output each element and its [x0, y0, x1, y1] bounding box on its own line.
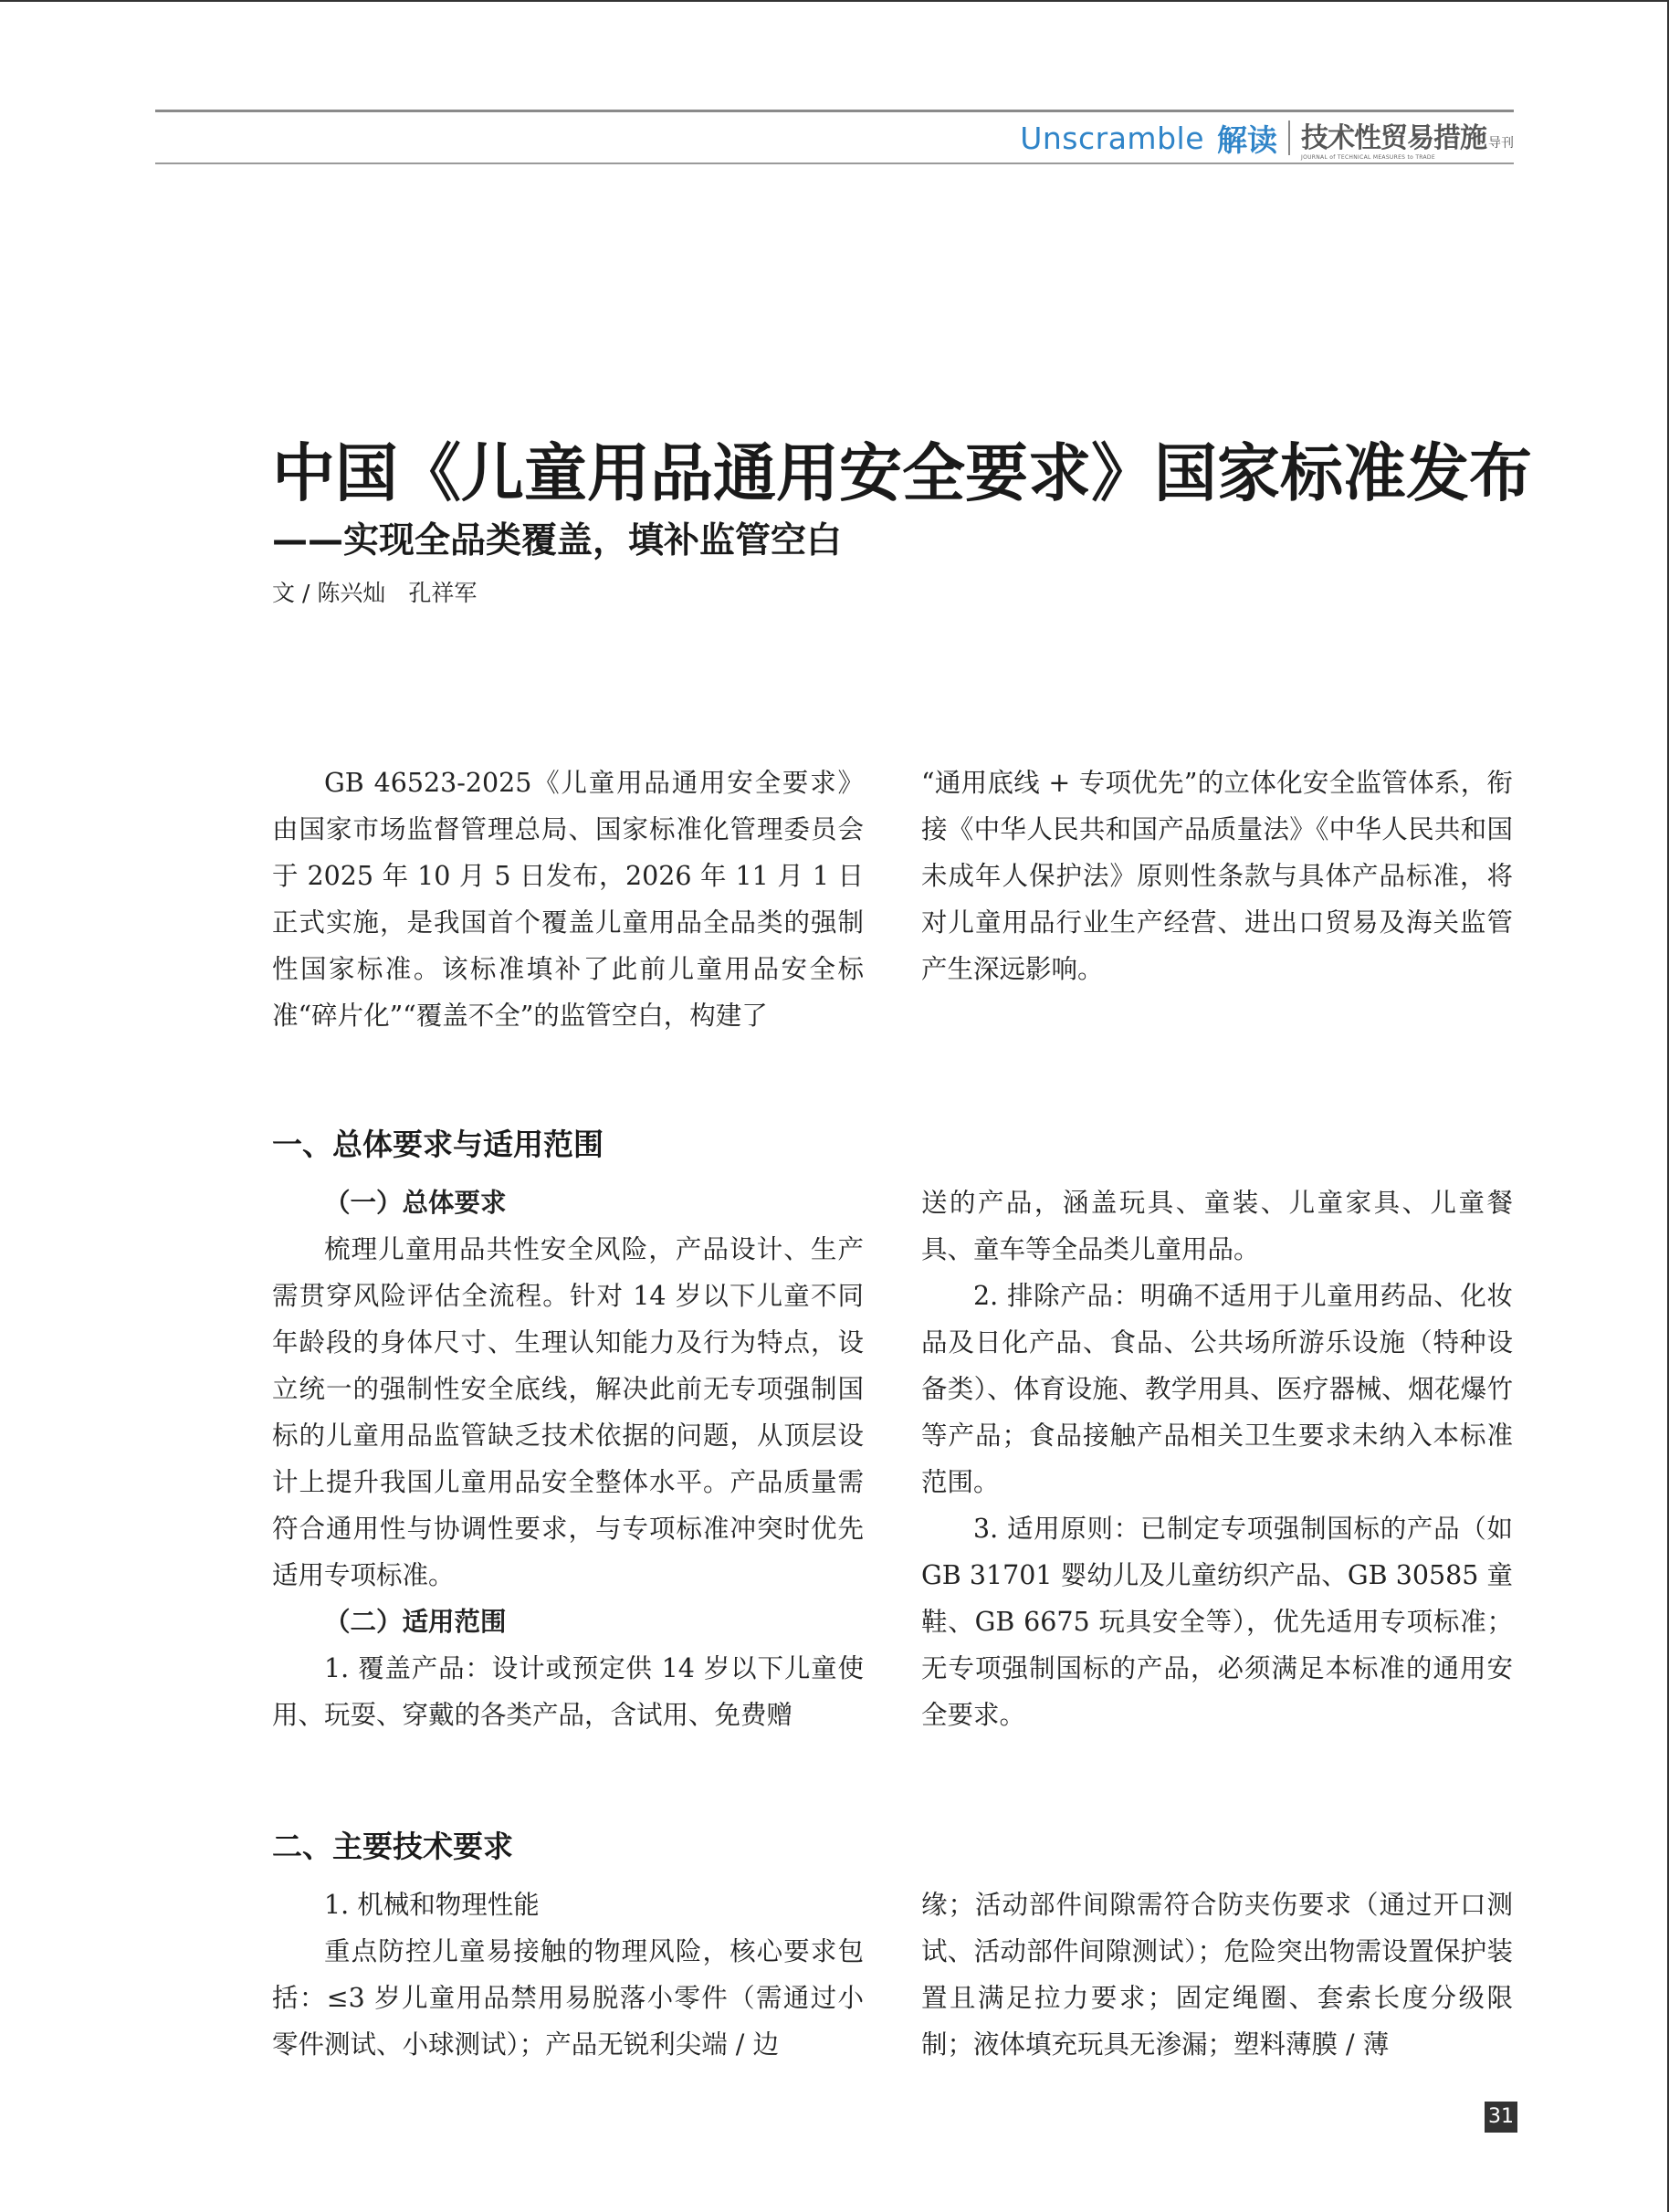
- header-rule-top: [155, 110, 1514, 112]
- page-frame-top: [0, 0, 1669, 2]
- tech-item-mechanical: 1. 机械和物理性能: [324, 1890, 540, 1920]
- header-unscramble: Unscramble: [1020, 120, 1204, 156]
- intro-right-column: [921, 760, 1513, 992]
- article-subtitle: ——实现全品类覆盖，填补监管空白: [272, 520, 843, 561]
- article-byline: 文 / 陈兴灿 孔祥军: [272, 580, 478, 606]
- scope-item-principles: 3. 适用原则：已制定专项强制国标的产品（如 GB 31701 婴幼儿及儿童纺织产品、GB 30585 童鞋、GB 6675 玩具安全等），优先适用专项标准；无专项强制国标的产品，必须满足本标准的通用安全要求。: [921, 1514, 1513, 1730]
- article-title: 中国《儿童用品通用安全要求》国家标准发布: [272, 437, 1532, 510]
- scope-item-covered-continued: 送的产品，涵盖玩具、童装、儿童家具、儿童餐具、童车等全品类儿童用品。: [921, 1188, 1513, 1264]
- section1-left-column: [272, 1179, 864, 1738]
- magazine-suffix: 导刊: [1488, 136, 1514, 151]
- section1-right-column: [921, 1179, 1513, 1738]
- mechanical-requirements-paragraph: 重点防控儿童易接触的物理风险，核心要求包括：≤3 岁儿童用品禁用易脱落小零件（需通过小零件测试、小球测试）；产品无锐利尖端 / 边: [272, 1936, 864, 2060]
- section2-right-column: [921, 1882, 1513, 2068]
- section-heading-2: 二、主要技术要求: [272, 1829, 513, 1864]
- overall-requirements-paragraph: 梳理儿童用品共性安全风险，产品设计、生产需贯穿风险评估全流程。针对 14 岁以下儿童不同年龄段的身体尺寸、生理认知能力及行为特点，设立统一的强制性安全底线，解决此前无专项强制国标的儿童用品监管缺乏技术依据的问题，从顶层设计上提升我国儿童用品安全整体水平。产品质量需符合通用性与协调性要求，与专项标准冲突时优先适用专项标准。: [272, 1234, 864, 1590]
- page-number: 31: [1485, 2102, 1517, 2133]
- magazine-name: 技术性贸易措施: [1301, 122, 1486, 154]
- subsection-heading-overall: （一）总体要求: [324, 1188, 507, 1218]
- intro-left-column: [272, 760, 864, 1039]
- scope-item-excluded-products: 2. 排除产品：明确不适用于儿童用药品、化妆品及日化产品、食品、公共场所游乐设施（特种设备类）、体育设施、教学用具、医疗器械、烟花爆竹等产品；食品接触产品相关卫生要求未纳入本标准范围。: [921, 1281, 1513, 1497]
- subsection-heading-scope: （二）适用范围: [324, 1607, 507, 1637]
- magazine-logo: [1301, 115, 1514, 161]
- intro-paragraph-continued: “通用底线 + 专项优先”的立体化安全监管体系，衔接《中华人民共和国产品质量法》《中华人民共和国未成年人保护法》原则性条款与具体产品标准，将对儿童用品行业生产经营、进出口贸易及海关监管产生深远影响。: [921, 768, 1513, 984]
- mechanical-requirements-continued: 缘；活动部件间隙需符合防夹伤要求（通过开口测试、活动部件间隙测试）；危险突出物需设置保护装置且满足拉力要求；固定绳圈、套索长度分级限制；液体填充玩具无渗漏；塑料薄膜 / 薄: [921, 1890, 1513, 2060]
- header-rule-bottom: [155, 162, 1514, 164]
- section2-left-column: [272, 1882, 864, 2068]
- scope-item-covered-products: 1. 覆盖产品：设计或预定供 14 岁以下儿童使用、玩耍、穿戴的各类产品，含试用、免费赠: [272, 1653, 864, 1730]
- section-heading-1: 一、总体要求与适用范围: [272, 1127, 604, 1162]
- intro-paragraph: GB 46523-2025《儿童用品通用安全要求》由国家市场监督管理总局、国家标准化管理委员会于 2025 年 10 月 5 日发布，2026 年 11 月 1 日正式实施，是我国首个覆盖儿童用品全品类的强制性国家标准。该标准填补了此前儿童用品安全标准“碎片化”“覆盖不全”的监管空白，构建了: [272, 768, 864, 1031]
- header-jiedu: 解读: [1217, 121, 1277, 158]
- running-header: [1020, 117, 1514, 159]
- header-separator: [1288, 121, 1290, 155]
- magazine-english-name: JOURNAL of TECHNICAL MEASURES to TRADE: [1301, 154, 1435, 161]
